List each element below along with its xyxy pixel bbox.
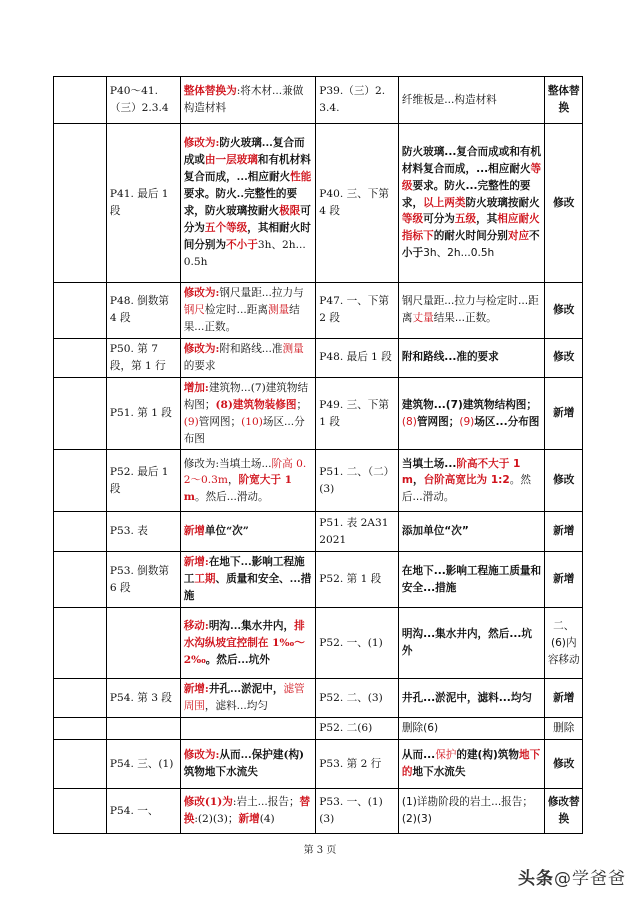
text-run: 场区...分布图 (474, 415, 540, 428)
new-content-cell (398, 77, 545, 124)
new-location-cell: P53. 一、(1)(3) (316, 789, 399, 834)
text-run: 由一层玻璃 (204, 154, 258, 167)
change-type-cell: 修改 (545, 450, 583, 512)
text-run: 五个等级 (204, 221, 248, 234)
table-row (54, 283, 583, 339)
text-run: 新增: (183, 683, 209, 696)
text-run: 结果...正数。 (433, 312, 497, 325)
text-run: 可分为 (183, 205, 311, 234)
change-type-cell: 删除 (545, 718, 583, 740)
text-run: 修改为: (183, 342, 220, 355)
text-run: 明沟...集水井内， (208, 619, 295, 632)
text-run: ，其 (476, 213, 498, 226)
margin-cell (54, 718, 107, 740)
table-row (54, 789, 583, 834)
text-run: 五级 (454, 213, 477, 226)
table-row (54, 608, 583, 679)
text-run: 修改为: (183, 287, 220, 299)
margin-cell (54, 283, 107, 339)
text-run: 地下水流失 (412, 766, 466, 779)
text-run: 检定时...距离 (204, 303, 268, 316)
text-run: ， (227, 474, 239, 487)
change-type-cell: 新增 (545, 512, 583, 552)
text-run: 当填土场... (401, 457, 457, 470)
table-row (54, 679, 583, 718)
text-run: 测量 (282, 342, 304, 355)
text-run: 钢尺量距...拉力与检定时...距离 (401, 295, 539, 325)
text-run: 防火玻璃按耐火 (465, 196, 540, 209)
text-run: 管网图； (416, 415, 460, 428)
text-run: 删除(6) (401, 722, 439, 735)
text-run: 明沟...集水井内，然后...坑外 (401, 628, 533, 658)
text-run: 建筑物...(7)建筑物结构图； (401, 398, 537, 411)
text-run: 地下的 (401, 749, 541, 779)
text-run: 井孔...淤泥中，滤料...均匀 (401, 691, 533, 704)
new-location-cell: P40. 三、下第 4 段 (316, 124, 399, 283)
new-content-cell (398, 450, 545, 512)
text-run: 以上两类 (423, 196, 466, 209)
old-location-cell: P52. 最后 1 段 (106, 450, 180, 512)
old-location-cell (106, 718, 180, 740)
text-run: 新增 (183, 525, 205, 538)
text-run: (4) (259, 813, 275, 826)
text-run: 新增: (183, 556, 209, 569)
text-run: 滤管周围 (183, 683, 305, 713)
text-run: 的建(构)筑物 (456, 749, 520, 762)
text-run: 单位“次” (204, 525, 249, 538)
change-type-cell: 修改 (545, 740, 583, 789)
old-location-cell: P48. 倒数第 4 段 (106, 283, 180, 339)
text-run: (8)建筑物装修图 (215, 398, 297, 411)
text-run: 工期 (194, 573, 216, 586)
old-location-cell: P54. 第 3 段 (106, 679, 180, 718)
text-run: 的耐火时间分别 (433, 230, 508, 243)
old-content-cell (180, 740, 316, 789)
old-location-cell: P50. 第 7 段，第 1 行 (106, 338, 180, 377)
old-location-cell: P53. 表 (106, 512, 180, 552)
table-row (54, 124, 583, 283)
margin-cell (54, 740, 107, 789)
text-run: 井孔...淤泥中， (208, 683, 284, 696)
new-location-cell: P51. 二、（二）(3) (316, 450, 399, 512)
margin-cell (54, 338, 107, 377)
new-location-cell: P52. 第 1 段 (316, 552, 399, 608)
change-type-cell: 二、(6)内容移动 (545, 608, 583, 679)
old-content-cell (180, 338, 316, 377)
text-run: 修改为: (183, 137, 220, 150)
change-type-cell: 修改替换 (545, 789, 583, 834)
new-location-cell: P47. 一、下第 2 段 (316, 283, 399, 339)
old-content-cell (180, 124, 316, 283)
text-run: 台阶高宽比为 1:2 (423, 474, 510, 487)
revision-table (53, 76, 583, 834)
text-run: 阶高 0.2～0.3m (183, 457, 307, 487)
text-run: 附和路线...准的要求 (401, 351, 499, 364)
text-run: 增加: (183, 381, 209, 394)
table-row (54, 718, 583, 740)
margin-cell (54, 77, 107, 124)
text-run: 结果...正数。 (183, 303, 300, 333)
text-run: (9) (459, 415, 475, 428)
new-location-cell: P53. 第 2 行 (316, 740, 399, 789)
text-run: (10) (241, 415, 263, 428)
table-row (54, 77, 583, 124)
change-type-cell: 修改 (545, 124, 583, 283)
text-run: 在地下...影响工程施工 (183, 556, 305, 586)
text-run: 性能 (290, 171, 312, 184)
table-row (54, 377, 583, 450)
text-run: 不小于 (401, 230, 540, 260)
new-content-cell (398, 512, 545, 552)
new-location-cell: P39.（三）2.3.4. (316, 77, 399, 124)
margin-cell (54, 679, 107, 718)
text-run: 从而...保护建(构)筑物地下水流失 (183, 749, 305, 779)
text-run: 从而... (401, 749, 436, 762)
old-content-cell (180, 718, 316, 740)
text-run: 新增 (238, 813, 260, 826)
table-row (54, 450, 583, 512)
text-run: ； (296, 398, 308, 411)
old-content-cell (180, 512, 316, 552)
text-run: 纤维板是...构造材料 (401, 93, 497, 106)
text-run: 可分为 (423, 213, 455, 226)
text-run: 。然后...滑动。 (194, 491, 269, 504)
text-run: 极限 (279, 205, 301, 217)
table-row (54, 338, 583, 377)
text-run: 不小于 (226, 238, 258, 251)
text-run: 。然后...坑外 (205, 653, 270, 666)
old-location-cell: P40～41.（三）2.3.4 (106, 77, 180, 124)
new-content-cell (398, 124, 545, 283)
margin-cell (54, 789, 107, 834)
text-run: 测量 (267, 303, 290, 316)
old-location-cell: P53. 倒数第 6 段 (106, 552, 180, 608)
new-location-cell: P48. 最后 1 段 (316, 338, 399, 377)
text-run: 、质量和安全、...措施 (183, 573, 312, 603)
change-type-cell: 修改 (545, 338, 583, 377)
text-run: 的要求 (183, 359, 216, 372)
change-type-cell: 整体替换 (545, 77, 583, 124)
text-run: (1)详勘阶段的岩土...报告；(2)(3) (401, 796, 533, 826)
text-run: ， (412, 474, 424, 487)
text-run: 等级 (401, 162, 542, 192)
text-run: 和有机材料复合而成，...相应耐火 (183, 154, 311, 184)
text-run: :将木材...兼做构造材料 (183, 85, 304, 114)
watermark-author: @学爸爸 (554, 869, 626, 889)
text-run: :岩土...报告； (232, 796, 300, 809)
text-run: 要求。防火...完整性的要求， (401, 179, 531, 209)
new-content-cell (398, 718, 545, 740)
text-run: 要求。防火..完整性的要求，防火玻璃按耐火 (183, 188, 298, 217)
change-type-cell: 新增 (545, 679, 583, 718)
text-run: 丈量 (412, 312, 434, 325)
text-run: (8) (401, 415, 417, 428)
new-content-cell (398, 608, 545, 679)
text-run: 保护 (435, 749, 457, 762)
text-run: 阶高不大于 1m (401, 457, 521, 487)
new-location-cell: P52. 二、(3) (316, 679, 399, 718)
text-run: 修改(1)为 (183, 796, 233, 809)
old-location-cell (106, 608, 180, 679)
margin-cell (54, 124, 107, 283)
text-run: 对应 (507, 230, 530, 243)
margin-cell (54, 552, 107, 608)
text-run: 在地下...影响工程施工质量和安全...措施 (401, 564, 542, 594)
text-run: 添加单位“次” (401, 525, 469, 538)
old-content-cell (180, 552, 316, 608)
new-location-cell: P52. 二(6) (316, 718, 399, 740)
change-type-cell: 修改 (545, 283, 583, 339)
text-run: 建筑物...(7)建筑物结构图； (183, 381, 309, 411)
text-run: 替换 (183, 796, 311, 826)
text-run: 钢尺 (183, 303, 205, 316)
new-content-cell (398, 740, 545, 789)
margin-cell (54, 450, 107, 512)
margin-cell (54, 608, 107, 679)
text-run: 管网图； (198, 415, 242, 428)
text-run: 场区...分布图 (183, 415, 305, 445)
table-row (54, 740, 583, 789)
text-run: 阶宽大于 1m (183, 474, 292, 504)
text-run: 防火玻璃...复合而成或 (183, 137, 305, 167)
new-content-cell (398, 552, 545, 608)
text-run: 修改为:当填土场... (183, 457, 272, 470)
new-content-cell (398, 283, 545, 339)
text-run: 修改为: (183, 749, 220, 762)
text-run: 3h、2h...0.5h (183, 238, 306, 268)
page-number: 第 3 页 (303, 845, 337, 856)
change-type-cell: 新增 (545, 377, 583, 450)
text-run: 附和路线...准 (219, 342, 283, 355)
new-content-cell (398, 338, 545, 377)
text-run: 相应耐火指标下 (401, 213, 540, 243)
text-run: :(2)(3)； (194, 813, 239, 826)
old-location-cell: P51. 第 1 段 (106, 377, 180, 450)
old-location-cell: P41. 最后 1 段 (106, 124, 180, 283)
text-run: ，其相耐火时间分别为 (183, 221, 311, 251)
text-run: 移动: (183, 619, 209, 632)
new-location-cell: P49. 三、下第 1 段 (316, 377, 399, 450)
text-run: (9) (183, 415, 199, 428)
toutiao-logo: 头条 (518, 869, 554, 889)
change-type-cell: 新增 (545, 552, 583, 608)
margin-cell (54, 512, 107, 552)
old-content-cell (180, 377, 316, 450)
margin-cell (54, 377, 107, 450)
text-run: 整体替换为 (183, 85, 237, 98)
new-content-cell (398, 377, 545, 450)
text-run: 防火玻璃...复合而成或和有机材料复合而成，...相应耐火 (401, 145, 542, 175)
text-run: 钢尺量距...拉力与 (219, 287, 304, 299)
old-content-cell (180, 679, 316, 718)
table-row (54, 552, 583, 608)
text-run: ，滤料...均匀 (204, 700, 268, 713)
old-content-cell (180, 77, 316, 124)
old-content-cell (180, 789, 316, 834)
text-run: 等级 (401, 213, 424, 226)
watermark (518, 864, 626, 889)
old-content-cell (180, 608, 316, 679)
old-content-cell (180, 450, 316, 512)
old-location-cell: P54. 三、(1) (106, 740, 180, 789)
new-location-cell: P52. 一、(1) (316, 608, 399, 679)
old-location-cell: P54. 一、 (106, 789, 180, 834)
text-run: 3h、2h...0.5h (423, 247, 495, 260)
table-row (54, 512, 583, 552)
old-content-cell (180, 283, 316, 339)
new-content-cell (398, 679, 545, 718)
new-content-cell (398, 789, 545, 834)
text-run: 排水沟纵坡宜控制在 1‰～2‰ (183, 619, 305, 666)
text-run: 。然后...滑动。 (401, 474, 531, 504)
new-location-cell: P51. 表 2A312021 (316, 512, 399, 552)
